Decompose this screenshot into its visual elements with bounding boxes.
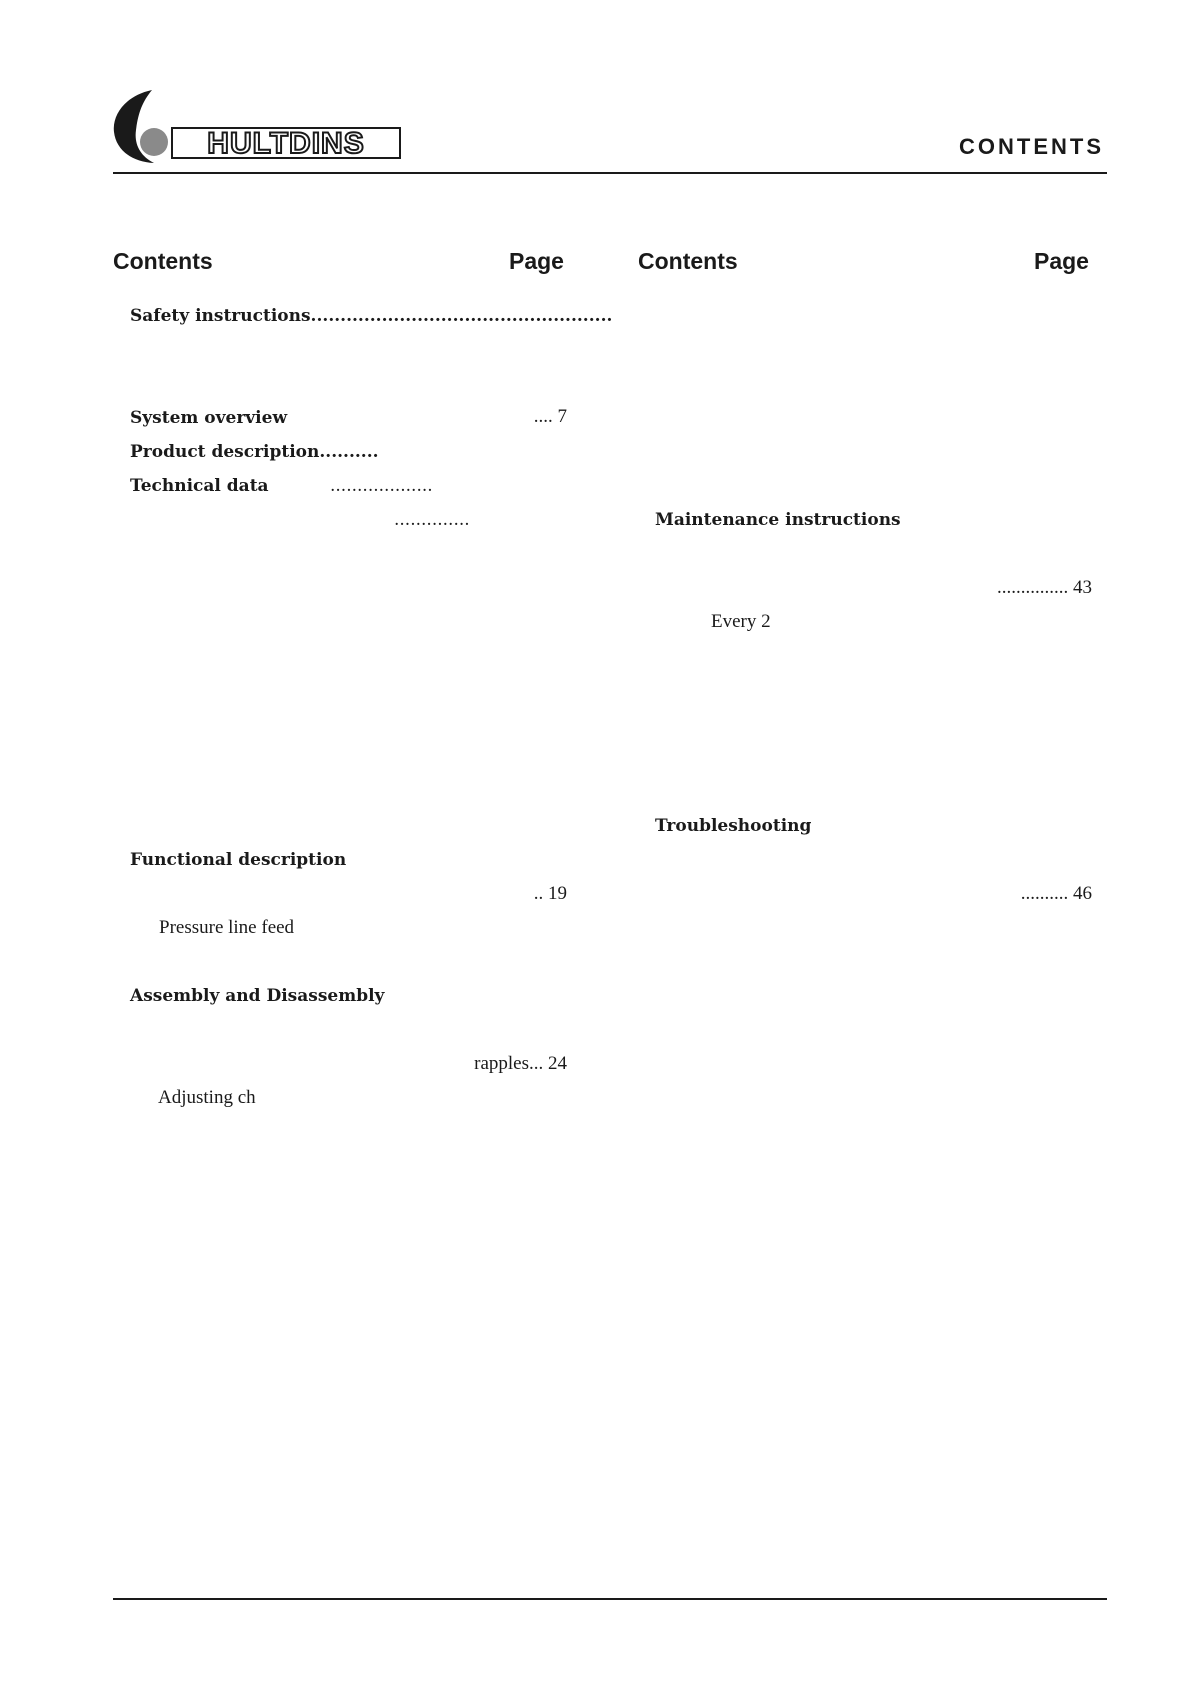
toc-dots-row: .............. [394, 510, 470, 530]
toc-page-43: ............... 43 [997, 577, 1092, 598]
footer-rule [113, 1598, 1107, 1600]
page-header-title: CONTENTS [959, 134, 1104, 159]
toc-page-19: .. 19 [533, 883, 567, 904]
toc-page-24: rapples... 24 [474, 1053, 567, 1074]
toc-entry-system-overview[interactable]: System overview [130, 408, 288, 428]
toc-entry-maintenance-instructions[interactable]: Maintenance instructions [655, 510, 901, 530]
toc-entry-pressure-line-feed[interactable]: Pressure line feed [159, 917, 295, 938]
toc-dots-technical-data: ................... [330, 476, 433, 496]
left-page-heading: Page [509, 248, 564, 274]
toc-entry-technical-data[interactable]: Technical data [130, 476, 269, 496]
right-contents-heading: Contents [638, 248, 738, 274]
header-rule [113, 172, 1107, 174]
toc-entry-product-description[interactable]: Product description.......... [130, 442, 379, 462]
toc-page-system-overview: .... 7 [533, 406, 567, 427]
toc-entry-every-2[interactable]: Every 2 [711, 611, 771, 632]
toc-page-46: .......... 46 [1020, 883, 1092, 904]
toc-entry-assembly-disassembly[interactable]: Assembly and Disassembly [130, 986, 385, 1006]
hultdins-logo [112, 86, 402, 164]
toc-entry-functional-description[interactable]: Functional description [130, 850, 347, 870]
right-page-heading: Page [1034, 248, 1089, 274]
toc-entry-safety-instructions[interactable]: Safety instructions................................................... [130, 306, 613, 326]
left-contents-heading: Contents [113, 248, 213, 274]
toc-entry-adjusting[interactable]: Adjusting ch [158, 1087, 256, 1108]
toc-entry-troubleshooting[interactable]: Troubleshooting [655, 816, 812, 836]
svg-text:HULTDINS: HULTDINS [207, 127, 365, 160]
